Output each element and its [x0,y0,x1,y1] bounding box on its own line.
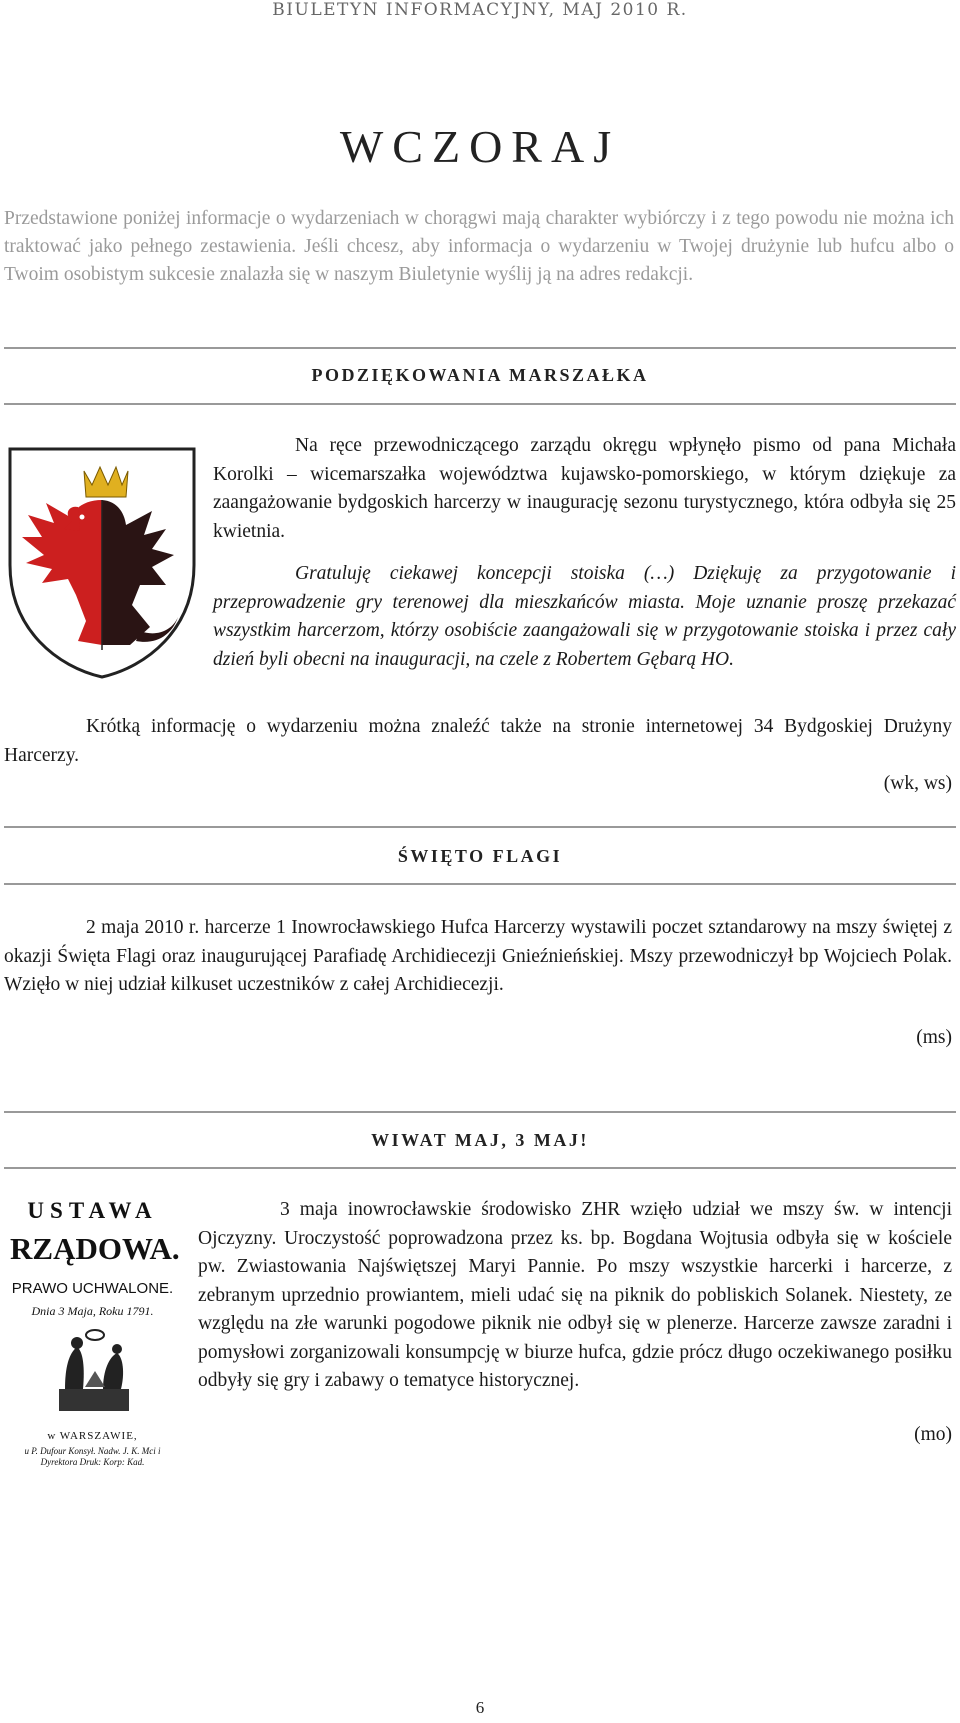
image-caption: Dnia 3 Maja, Roku 1791. [31,1304,154,1318]
paragraph-text: 2 maja 2010 r. harcerze 1 Inowrocławskiego Hufca Harcerzy wystawili poczet sztandarowy na mszy świętej z okazji Święta Flagi oraz inaugurującej Parafiadę Archidiecezji Gnieźnieńskiej. Mszy przewodniczył bp Wojciech Polak. Wzięło w niej udział kilkuset uczestników z całej Archidiecezji. [4,917,952,995]
section-title: WIWAT MAJ, 3 MAJ! [371,1130,589,1150]
coat-of-arms-image [6,445,198,680]
image-caption: USTAWA [27,1198,158,1223]
paragraph-text: 3 maja inowrocławskie środowisko ZHR wzięło udział we mszy św. w intencji Ojczyzny. Uroczystość poprowadzona przez ks. bp. Bogdana Wojtusia odbyła się w kościele pw. Zwiastowania Najświętszej Maryi Pannie. Po mszy wszystkie harcerki i harcerze, z zebranym uprzednio prowiantem, mieli udać się na piknik do pobliskich Solanek. Niestety, ze względu na złe warunki pogodowe piknik nie odbył się w plenerze. Harcerze zawsze zaradni i pomysłowi zorganizowali konsumpcję w biurze hufca, gdzie prócz długo oczekiwanego posiłku odbyły się gry i zabawy o tematyce historycznej. [198,1199,952,1391]
section-paragraph [198,1196,952,1396]
divider [4,347,956,349]
paragraph-text: Na ręce przewodniczącego zarządu okręgu wpłynęło pismo od pana Michała Korolki – wicemarszałka województwa kujawsko-pomorskiego, w którym dziękuje za zaangażowanie bydgoskich harcerzy w inaugurację sezonu turystycznego, która odbyła się 25 kwietnia. [213,435,956,542]
intro-text: Przedstawione poniżej informacje o wydarzeniach w chorągwi mają charakter wybiórczy i z tego powodu nie można ich traktować jako pełnego zestawienia. Jeśli chcesz, aby informacja o wydarzeniu w Twojej drużynie lub hufcu albo o Twoim osobistym sukcesie znalazła się w naszym Biuletynie wyślij ją na adres redakcji. [4,208,954,285]
engraving-illustration [55,1327,135,1417]
divider [4,403,956,405]
quote-text: Gratuluję ciekawej koncepcji stoiska (…) Dziękuję za przygotowanie i przeprowadzenie gry terenowej dla mieszkańców miasta. Moje uznanie proszę przekazać wszystkim harcerzom, którzy osobiście zaangażowali się w przygotowanie stoiska i przez cały dzień byli obecni na inauguracji, na czele z Robertem Gębarą HO. [213,563,956,670]
divider [4,1111,956,1113]
image-caption: w WARSZAWIE, [47,1430,138,1442]
divider [4,1167,956,1169]
running-header: BIULETYN INFORMACYJNY, MAJ 2010 R. [272,0,688,20]
divider [4,826,956,828]
section-title: ŚWIĘTO FLAGI [397,846,563,866]
author-signature: (wk, ws) [883,773,952,794]
constitution-title-page-image [10,1193,180,1473]
section-title: PODZIĘKOWANIA MARSZAŁKA [311,365,649,385]
author-signature: (mo) [914,1424,952,1445]
image-caption: RZĄDOWA. [10,1231,180,1266]
section-paragraph [4,713,952,770]
author-signature: (ms) [916,1027,952,1048]
section-paragraph [213,432,956,674]
image-caption: PRAWO UCHWALONE. [11,1280,174,1297]
image-caption: u P. Dufour Konsył. Nadw. J. K. Mci i Dyrektora Druk: Korp: Kad. [24,1446,161,1467]
paragraph-text: Krótką informację o wydarzeniu można znaleźć także na stronie internetowej 34 Bydgoskiej Drużyny Harcerzy. [4,716,952,766]
page-title: WCZORAJ [339,121,621,172]
section-paragraph [4,914,952,1000]
divider [4,883,956,885]
page-number: 6 [475,1698,485,1717]
